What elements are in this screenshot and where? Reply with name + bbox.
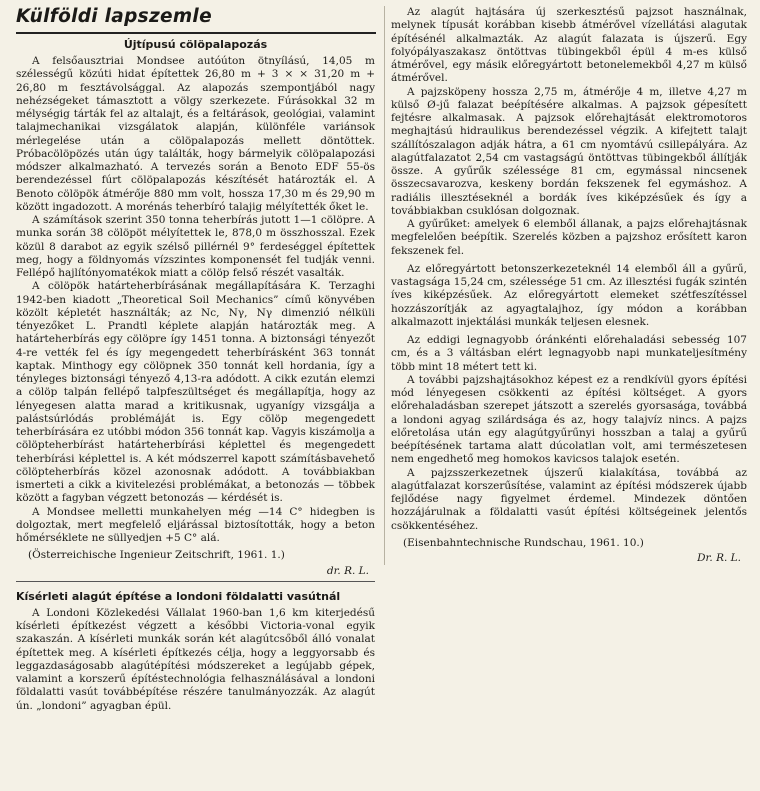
- right-column: [384, 6, 747, 565]
- article2-paragraph: A további pajzshajtásokhoz képest ez a rendkívül gyors építési mód lényegesen csökkenti az építési költséget. A gyors előrehaladásban szerepet játszott a szerelés gyorsasága, továbbá a londoni agyag szilárdsága és az, hogy talajvíz nincs. A pajzs előretolása után egy alagútgyűrűnyi hosszban a talaj a gyűrű beépítésének tartama alatt dúcolatlan volt, ami természetesen nem engedhető meg homokos kavicsos talajok esetén.: [391, 373, 747, 466]
- article1-signature: dr. R. L.: [326, 564, 369, 577]
- article1-paragraph: A számítások szerint 350 tonna teherbírás jutott 1—1 cölöpre. A munka során 38 cölöpöt mélyítettek le, 878,0 m összhosszal. Ezek közül 8 darabot az egyik szélső pillérnél 9° ferdeséggel építettek meg, hogy a földnyomás vízszintes komponensét fel tudják venni. Fellépő hajlítónyomatékok miatt a cölöp felső részét vasalták.: [16, 214, 375, 279]
- masthead: Külföldi lapszemle: [16, 4, 376, 34]
- left-column: [16, 36, 375, 713]
- article1-title: Újtípusú cölöpalapozás: [123, 38, 268, 51]
- article2-paragraph: Az előregyártott betonszerkezeteknél 14 elemből áll a gyűrű, vastagsága 15,24 cm, szélessége 51 cm. Az illesztési fugák szintén íves kiképzésűek. Az előregyártott elemeket szétfeszítéssel hozzászorítják az agyagtalajhoz, így módon a korábban alkalmazott injektálási munkák teljesen elesnek.: [391, 262, 747, 328]
- article1-source: (Österreichische Ingenieur Zeitschrift, 1961. 1.): [28, 549, 285, 562]
- article2-source: (Eisenbahntechnische Rundschau, 1961. 10.): [403, 536, 644, 549]
- article2-paragraph: A gyűrűket: amelyek 6 elemből állanak, a pajzs előrehajtásnak megfelelően beépítik. Szerelés közben a pajzshoz erősített karon fekszenek fel.: [391, 218, 747, 257]
- article2-paragraph: A pajzsszerkezetnek újszerű kialakítása, továbbá az alagútfalazat korszerűsítése, valamint az építési módszerek újabb fejlődése nagy figyelmet érdemel. Mindezek döntően hozzájárulnak a földalatti vasút építési költségeinek jelentős csökkentéséhez.: [391, 466, 747, 532]
- article1-paragraph: A Mondsee melletti munkahelyen még —14 C° hidegben is dolgoztak, mert megfelelő eljárással biztosították, hogy a beton hőmérséklete ne süllyedjen +5 C° alá.: [16, 505, 375, 544]
- article2-paragraph: A pajzsköpeny hossza 2,75 m, átmérője 4 m, illetve 4,27 m külső Ø-jű falazat beépítésére alkalmas. A pajzsok gépesített fejtésre alkalmasak. A pajzsok előrehajtását elektromotoros meghajtású hidraulikus berendezéssel végzik. A kifejtett talajt szállítószalagon adják hátra, a 61 cm nyomtávú csillepályára. Az alagútfalazatot 2,54 cm vastagságú öntöttvas tübingekből állítják össze. A gyűrűk szélessége 81 cm, egymással nincsenek összecsavarozva, keskeny bordán fekszenek fel egymáshoz. A radiális illesztéseknél a bordák íves kiképzésűek és így a továbbiakban csuklósan dolgoznak.: [391, 85, 747, 217]
- article2-paragraph: Az eddigi legnagyobb óránkénti előrehaladási sebesség 107 cm, és a 3 váltásban elért legnagyobb napi munkateljesítmény több mint 18 métert tett ki.: [391, 334, 747, 373]
- article-divider: [16, 581, 375, 582]
- article2-paragraph: A Londoni Közlekedési Vállalat 1960-ban 1,6 km kiterjedésű kísérleti építkezést végzett a későbbi Victoria-vonal egyik szakaszán. A kísérleti munkák során két alagútcsőből álló vonalat építettek meg. A kísérleti építkezés célja, hogy a leggyorsabb és leggazdaságosabb alagútépítési módszereket a legújabb gépek, valamint a korszerű építéstechnológia felhasználásával a londoni földalatti vasút továbbépítése részére tanulmányozzák. Az alagút ún. „londoni” agyagban épül.: [16, 606, 375, 712]
- article1-paragraph: A felsőausztriai Mondsee autóúton ötnyílású, 14,05 m szélességű közúti hidat építettek 26,80 m + 3 × × 31,20 m + 26,80 m fesztávolsággal. Az alapozás szempontjából nagy nehézségeket támasztott a völgy szerkezete. Fúrásokkal 32 m mélységig tárták fel az altalajt, és a feltárások, geológiai, valamint talajmechanikai vizsgálatok alapján, különféle variánsok mérlegelése után a cölöpalapozás mellett döntöttek. Próbacölöpözés után úgy találták, hogy bármelyik cölöpalapozási módszer alkalmazható. A tervezés során a Benoto EDF 55-ös berendezéssel fúrt cölöpalapozás készítését határozták el. A Benoto cölöpök átmérője 880 mm volt, hossza 17,30 m és 29,90 m között ingadozott. A morénás teherbíró talajig mélyítették őket le.: [16, 55, 375, 213]
- article2-paragraph: Az alagút hajtására új szerkesztésű pajzsot használnak, melynek típusát korábban kisebb átmérővel vízellátási alagutak építésénél alkalmazták. Az alagút falazata is újszerű. Egy folyópályaszakasz öntöttvas tübingekből épül 4 m-es külső átmérővel, egy másik előregyártott betonelemekből 4,27 m külső átmérővel.: [391, 6, 747, 85]
- article1-paragraph: A cölöpök határteherbírásának megállapítására K. Terzaghi 1942-ben kiadott „Theoretical Soil Mechanics” című könyvében közölt képletét használták; az Nc, Nγ, Nγ dimenzió nélküli tényezőket L. Prandtl képlete alapján határozták meg. A határteherbírás egy cölöpre így 1451 tonna. A biztonsági tényezőt 4-re vették fel és így megengedett teherbírásként 363 tonnát kaptak. Minthogy egy cölöpnek 350 tonnát kell hordania, így a tényleges biztonsági tényező 4,13-ra adódott. A cikk ezután elemzi a cölöp talpán fellépő talpfeszültséget és megállapítja, hogy az lényegesen alatta marad a kritikusnak, ugyanígy vizsgálja a palástsúrlódás problémáját is. Egy cölöp megengedett teherbírására ez utóbbi módon 356 tonnát kap. Vagyis kiszámolja a cölöpteherbírást határteherbírási képlettel és megengedett teherbírási képlettel is. A két módszerrel kapott számításbavehető cölöpteherbírás közel azonosnak adódott. A továbbiakban ismerteti a cikk a kivitelezési problémákat, a betonozás — többek között a fagyban végzett betonozás — kérdését is.: [16, 280, 375, 505]
- article2-signature: Dr. R. L.: [697, 552, 741, 564]
- article2-title: Kísérleti alagút építése a londoni földalatti vasútnál: [16, 589, 341, 603]
